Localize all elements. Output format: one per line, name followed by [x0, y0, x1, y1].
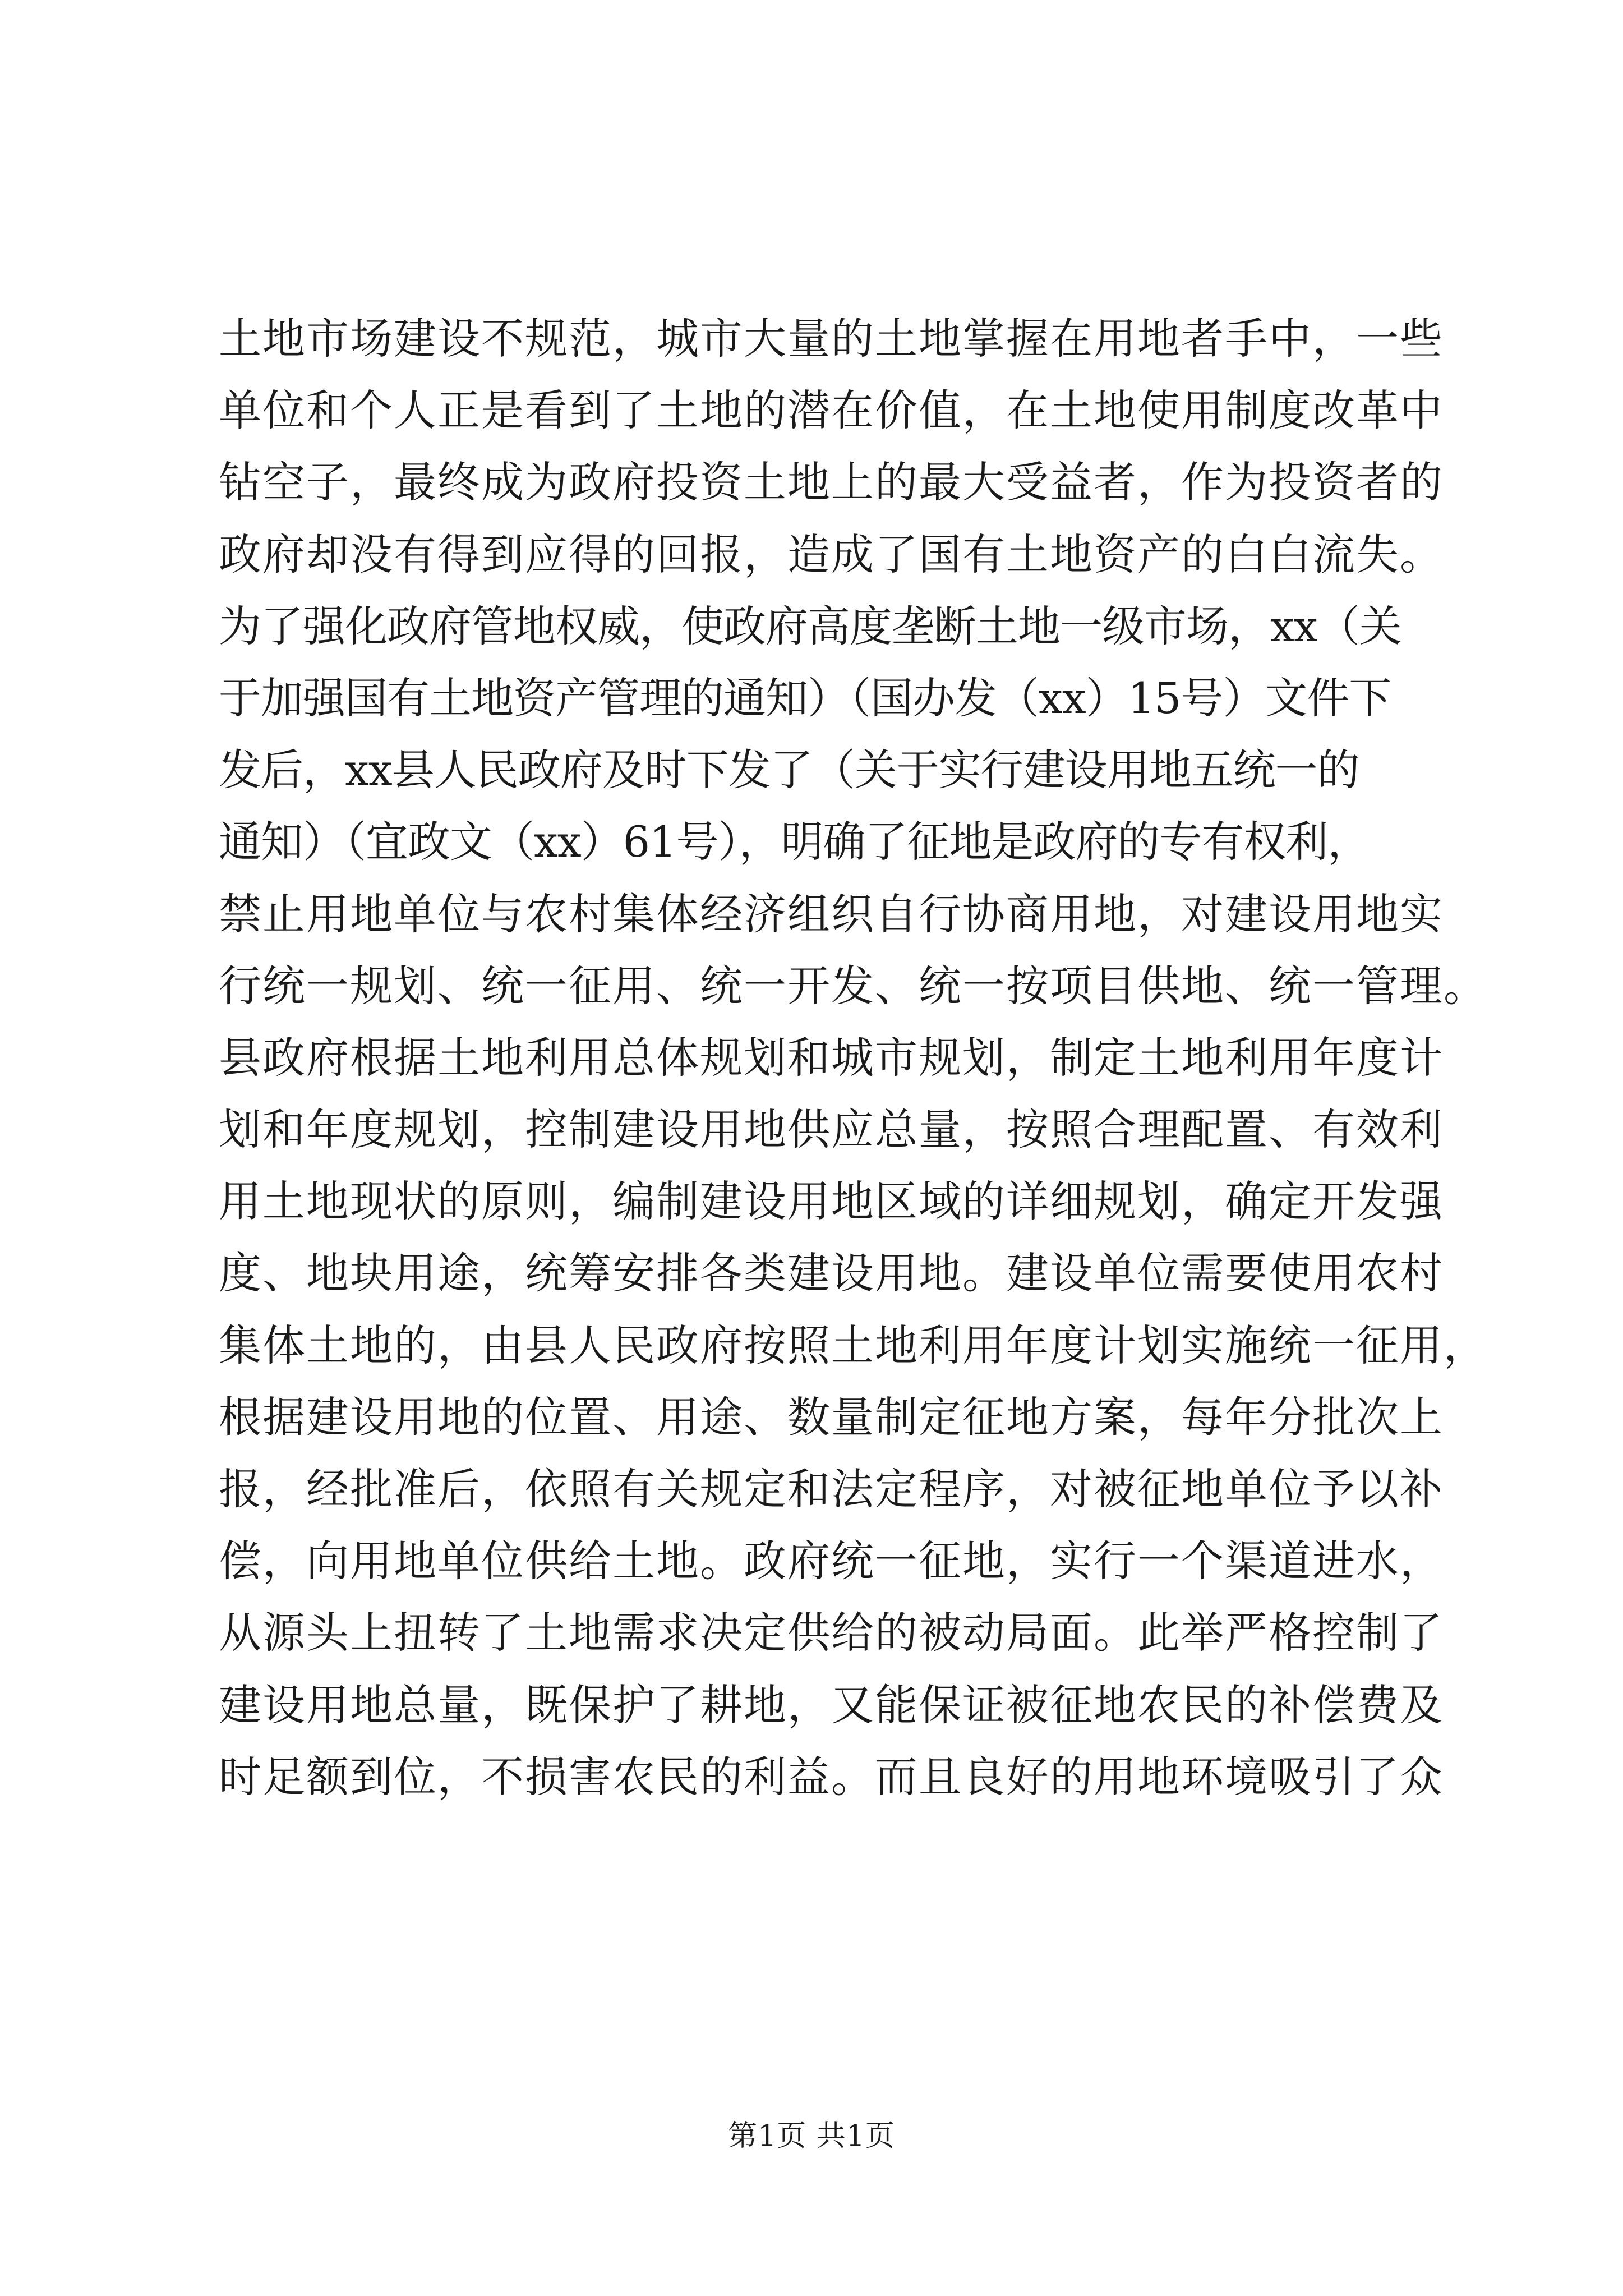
- text-line: 政府却没有得到应得的回报，造成了国有土地资产的白白流失。: [219, 529, 1444, 579]
- text-line: 单位和个人正是看到了土地的潜在价值，在土地使用制度改革中: [219, 385, 1444, 436]
- text-line: 时足额到位，不损害农民的利益。而且良好的用地环境吸引了众: [219, 1751, 1444, 1802]
- text-line: 划和年度规划，控制建设用地供应总量，按照合理配置、有效利: [219, 1105, 1444, 1155]
- text-line: 土地市场建设不规范，城市大量的土地掌握在用地者手中，一些: [219, 314, 1444, 364]
- text-line: 报，经批准后，依照有关规定和法定程序，对被征地单位予以补: [219, 1464, 1444, 1514]
- text-line: 根据建设用地的位置、用途、数量制定征地方案，每年分批次上: [219, 1392, 1444, 1442]
- text-line: 发后，xx县人民政府及时下发了（关于实行建设用地五统一的: [219, 745, 1359, 795]
- body-text: [219, 303, 1487, 1813]
- page-footer: 第1页 共1页: [728, 2119, 895, 2153]
- text-line: 偿，向用地单位供给土地。政府统一征地，实行一个渠道进水，: [219, 1536, 1444, 1586]
- text-line: 度、地块用途，统筹安排各类建设用地。建设单位需要使用农村: [219, 1248, 1444, 1299]
- text-line: 建设用地总量，既保护了耕地，又能保证被征地农民的补偿费及: [219, 1680, 1444, 1730]
- text-line: 用土地现状的原则，编制建设用地区域的详细规划，确定开发强: [219, 1176, 1444, 1227]
- text-line: 从源头上扭转了土地需求决定供给的被动局面。此举严格控制了: [219, 1608, 1444, 1658]
- text-line: 行统一规划、统一征用、统一开发、统一按项目供地、统一管理。: [219, 960, 1487, 1011]
- text-line: 集体土地的，由县人民政府按照土地利用年度计划实施统一征用，: [219, 1320, 1487, 1370]
- text-line: 为了强化政府管地权威，使政府高度垄断土地一级市场，xx（关: [219, 601, 1401, 651]
- text-line: 禁止用地单位与农村集体经济组织自行协商用地，对建设用地实: [219, 889, 1444, 939]
- text-line: 县政府根据土地利用总体规划和城市规划，制定土地利用年度计: [219, 1032, 1444, 1083]
- text-line: 钻空子，最终成为政府投资土地上的最大受益者，作为投资者的: [219, 457, 1444, 508]
- text-line: 通知）（宜政文（xx）61号），明确了征地是政府的专有权利，: [219, 817, 1370, 867]
- text-line: 于加强国有土地资产管理的通知）（国办发（xx）15号）文件下: [219, 673, 1391, 723]
